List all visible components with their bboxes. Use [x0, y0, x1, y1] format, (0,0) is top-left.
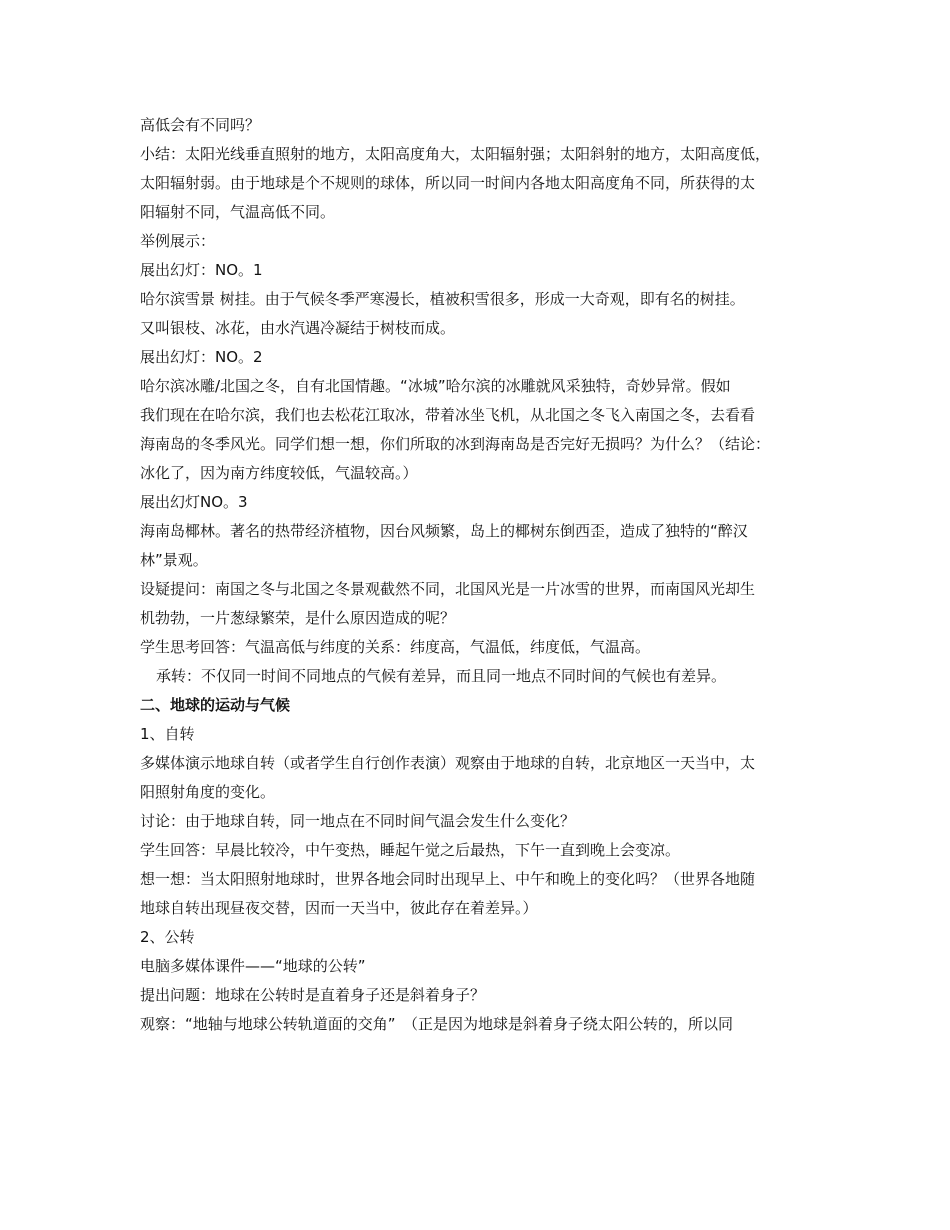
text-line: 多媒体演示地球自转（或者学生自行创作表演）观察由于地球的自转，北京地区一天当中，太 — [140, 754, 756, 772]
document-body — [140, 111, 816, 1039]
text-line: 冰化了，因为南方纬度较低，气温较高。） — [140, 464, 418, 482]
text-line: 1、自转 — [140, 725, 195, 743]
text-line: 观察：“地轴与地球公转轨道面的交角” （正是因为地球是斜着身子绕太阳公转的，所以同 — [140, 1015, 734, 1033]
text-line: 讨论：由于地球自转，同一地点在不同时间气温会发生什么变化？ — [140, 812, 576, 830]
text-line: 哈尔滨冰雕/北国之冬，自有北国情趣。“冰城”哈尔滨的冰雕就风采独特，奇妙异常。假如 — [140, 377, 731, 395]
text-line: 太阳辐射弱。由于地球是个不规则的球体，所以同一时间内各地太阳高度角不同，所获得的太 — [140, 174, 756, 192]
text-line: 设疑提问：南国之冬与北国之冬景观截然不同，北国风光是一片冰雪的世界，而南国风光却生 — [140, 580, 756, 598]
text-line: 2、公转 — [140, 928, 195, 946]
text-line: 高低会有不同吗？ — [140, 116, 261, 134]
text-line: 展出幻灯NO。3 — [140, 493, 248, 511]
text-line: 承转：不仅同一时间不同地点的气候有差异，而且同一地点不同时间的气候也有差异。 — [156, 667, 727, 685]
text-line: 机勃勃，一片葱绿繁荣，是什么原因造成的呢？ — [140, 609, 456, 627]
text-line: 学生回答：早晨比较冷，中午变热，睡起午觉之后最热，下午一直到晚上会变凉。 — [140, 841, 681, 859]
text-line: 地球自转出现昼夜交替，因而一天当中，彼此存在着差异。） — [140, 899, 538, 917]
text-line: 举例展示： — [140, 232, 216, 250]
text-line: 电脑多媒体课件——“地球的公转” — [140, 957, 366, 975]
text-line: 海南岛的冬季风光。同学们想一想，你们所取的冰到海南岛是否完好无损吗？为什么？（结论： — [140, 435, 771, 453]
text-line: 想一想：当太阳照射地球时，世界各地会同时出现早上、中午和晚上的变化吗？（世界各地随 — [140, 870, 756, 888]
text-line: 展出幻灯：NO。1 — [140, 261, 263, 279]
section-heading: 二、地球的运动与气候 — [140, 696, 291, 714]
text-line: 阳照射角度的变化。 — [140, 783, 276, 801]
text-line: 我们现在在哈尔滨，我们也去松花江取冰，带着冰坐飞机，从北国之冬飞入南国之冬，去看看 — [140, 406, 756, 424]
text-line: 哈尔滨雪景 树挂。由于气候冬季严寒漫长，植被积雪很多，形成一大奇观，即有名的树挂。 — [140, 290, 745, 308]
text-line: 海南岛椰林。著名的热带经济植物，因台风频繁，岛上的椰树东倒西歪，造成了独特的“醉汉 — [140, 522, 748, 540]
text-line: 林”景观。 — [140, 551, 208, 569]
text-line: 阳辐射不同，气温高低不同。 — [140, 203, 336, 221]
text-line: 又叫银枝、冰花，由水汽遇冷凝结于树枝而成。 — [140, 319, 456, 337]
text-line: 提出问题：地球在公转时是直着身子还是斜着身子？ — [140, 986, 486, 1004]
text-line: 小结：太阳光线垂直照射的地方，太阳高度角大，太阳辐射强；太阳斜射的地方，太阳高度低， — [140, 145, 771, 163]
text-line: 展出幻灯：NO。2 — [140, 348, 263, 366]
text-line: 学生思考回答：气温高低与纬度的关系：纬度高，气温低，纬度低，气温高。 — [140, 638, 651, 656]
